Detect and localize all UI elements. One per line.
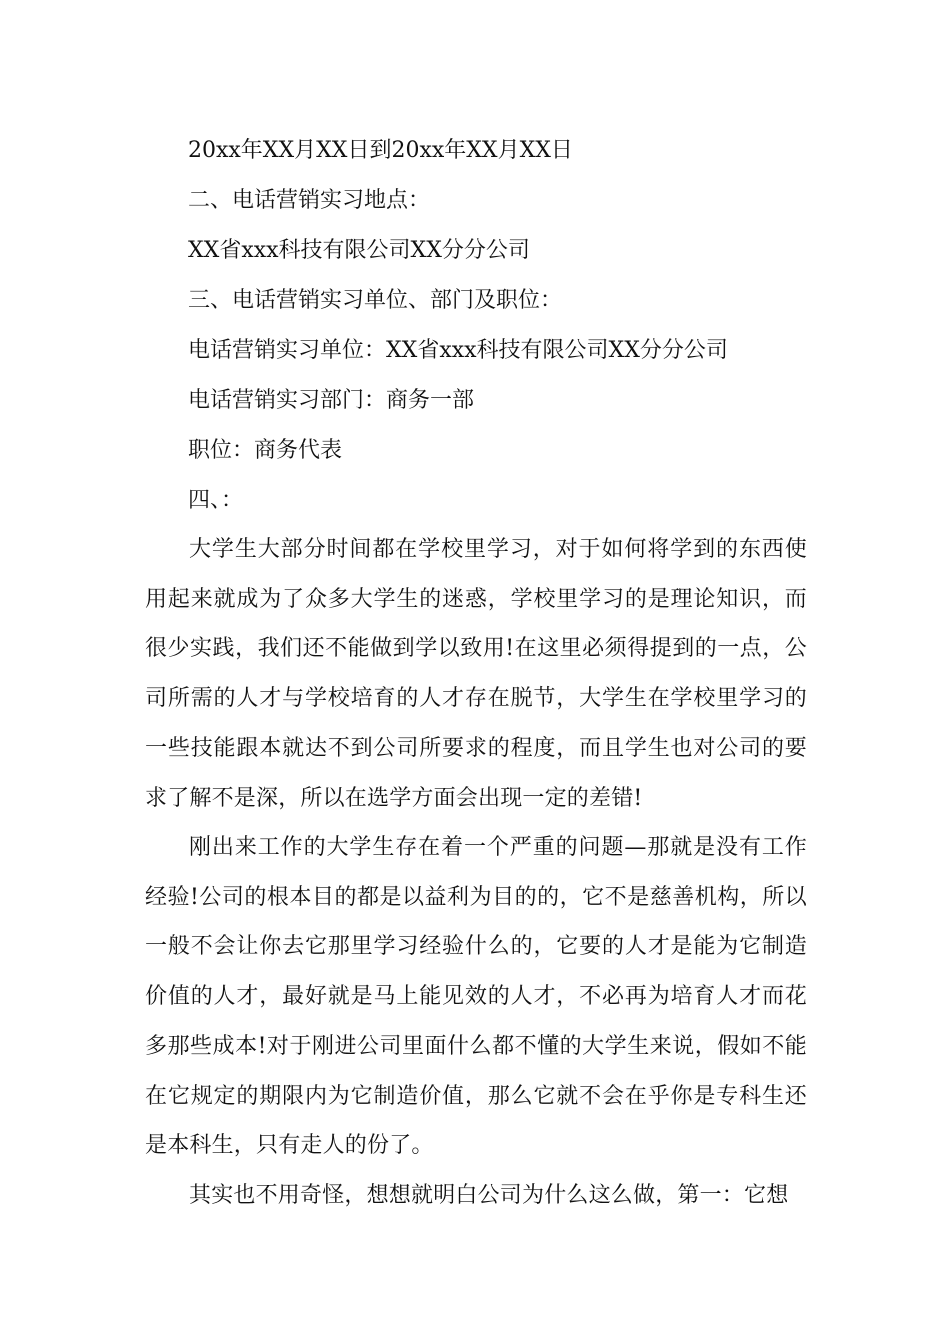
internship-location-line: XX省xxx科技有限公司XX分分公司 xyxy=(188,238,530,263)
section-heading-location: 二、电话营销实习地点： xyxy=(188,188,431,213)
internship-period-line: 20xx年XX月XX日到20xx年XX月XX日 xyxy=(188,138,573,163)
internship-unit-line: 电话营销实习单位：XX省xxx科技有限公司XX分分公司 xyxy=(188,338,728,363)
body-paragraph-2: 刚出来工作的大学生存在着一个严重的问题—那就是没有工作经验!公司的根本目的都是以益利为目的的，它不是慈善机构，所以一般不会让你去它那里学习经验什么的，它要的人才是能为它制造价值的人才，最好就是马上能见效的人才，不必再为培育人才而花多那些成本!对于刚进公司里面什么都不懂的大学生来说，假如不能在它规定的期限内为它制造价值，那么它就不会在乎你是专科生还是本科生，只有走人的份了。 xyxy=(145,835,807,1159)
section-heading-four: 四、： xyxy=(188,488,244,513)
position-line: 职位：商务代表 xyxy=(188,438,343,463)
internship-department-line: 电话营销实习部门：商务一部 xyxy=(188,388,475,413)
section-heading-unit: 三、电话营销实习单位、部门及职位： xyxy=(188,288,563,313)
body-paragraph-1: 大学生大部分时间都在学校里学习，对于如何将学到的东西使用起来就成为了众多大学生的迷惑，学校里学习的是理论知识，而很少实践，我们还不能做到学以致用!在这里必须得提到的一点，公司所需的人才与学校培育的人才存在脱节，大学生在学校里学习的一些技能跟本就达不到公司所要求的程度，而且学生也对公司的要求了解不是深，所以在选学方面会出现一定的差错! xyxy=(145,537,807,811)
body-paragraph-3: 其实也不用奇怪，想想就明白公司为什么这么做，第一：它想 xyxy=(189,1183,789,1208)
